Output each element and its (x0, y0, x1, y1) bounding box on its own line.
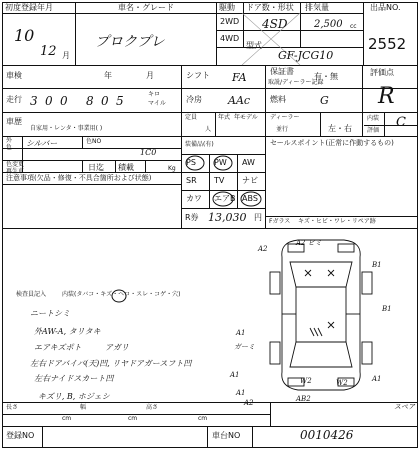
first-registration-year: 12 (40, 44, 57, 59)
cargo-label: 積載 (118, 163, 134, 172)
history-label: 車歴 (6, 117, 22, 126)
diagram-damage-label: A2 ビミ (296, 239, 322, 247)
diagram-damage-label: スペア (394, 403, 415, 411)
mileage-digit: 3 (30, 94, 38, 108)
shift-value: FA (232, 71, 247, 84)
displacement-value: 2,500 (314, 19, 343, 30)
interior-label: 内装 (367, 115, 380, 122)
diagram-damage-label: AB2 (296, 395, 311, 403)
color-no-value: 1C0 (140, 148, 157, 157)
shift-label: シフト (186, 71, 210, 80)
inspector-note-line: キズリ, B, ホジェシ (38, 392, 110, 401)
model-type-value: GF-JCG10 (278, 49, 334, 62)
width-label: 幅 (80, 404, 87, 411)
inspector-note-line: エアキズポト (34, 343, 82, 352)
air-conditioner-label: 冷房 (186, 95, 202, 104)
chassis-no-label: 車台NO (212, 431, 241, 440)
history-options: 自家用・レンタ・事業用( ) (30, 125, 103, 132)
warranty-label: 保証書 (270, 67, 294, 76)
equipment-option: TV (214, 176, 225, 185)
equipment-option: AW (242, 158, 255, 167)
front-glass-options: キズ・ヒビ・ワレ・リペア跡 (298, 218, 376, 225)
first-registration-label: 初度登録年月 (5, 3, 53, 12)
mileage-unit-mile: マイル (148, 100, 166, 107)
exhibit-number: 2552 (368, 35, 407, 53)
drive-2wd: 2WD (220, 17, 240, 26)
displacement-unit: cc (350, 23, 357, 30)
width-unit: cm (128, 415, 138, 422)
mileage-digit: 0 (101, 94, 109, 108)
sales-point-label: セールスポイント(正常に作動するもの) (270, 139, 394, 147)
warranty-sub-label: 取説/ディーラー記録 (268, 79, 324, 86)
inspector-interior-options: 内装(タバコ・キズ・ヘコ・スレ・コゲ・穴) (62, 291, 181, 298)
model-grade-label: 車名・グレード (118, 3, 174, 12)
color-no-label: 色NO (86, 138, 102, 145)
equipment-option: エアB (214, 194, 236, 203)
inspector-note-line: 外AW-A, タリタキ (34, 327, 101, 336)
interior-grade-value: C (396, 115, 406, 130)
diagram-damage-label: A1 (230, 371, 240, 379)
equipment-option: ナビ (242, 176, 258, 185)
drive-4wd: 4WD (220, 34, 240, 43)
inspection-year-label: 年 (104, 71, 112, 80)
registration-no-label: 登録NO (6, 431, 35, 440)
chassis-no-value: 0010426 (300, 428, 354, 442)
diagram-damage-label: W2 (300, 377, 312, 385)
car-inspection-label: 車検 (6, 71, 22, 80)
equipment-option: SR (186, 176, 197, 185)
front-glass-label: Fガラス (269, 218, 291, 225)
height-unit: cm (198, 415, 208, 422)
inspector-fix-note: アガリ (105, 343, 129, 352)
length-label: 長さ (6, 404, 19, 411)
rebuilt-label: 再生車 (6, 168, 25, 175)
fuel-value: G (320, 94, 329, 107)
notes-label: 注意事項(欠品・修復・不具合箇所および状態) (6, 174, 152, 182)
diagram-damage-label: ガーミ (234, 343, 255, 351)
grade-point-value: R (378, 84, 395, 109)
interior-sub-label: 評価 (367, 127, 380, 134)
mileage-digit: 0 (45, 94, 53, 108)
inspection-month-label: 月 (146, 71, 154, 80)
grade-point-label: 評価点 (370, 68, 394, 77)
date-until-label: 日迄 (88, 163, 104, 172)
model-year-options: 年モデル (234, 114, 258, 121)
model-type-label: 型式 (246, 41, 262, 50)
cargo-unit: Kg (168, 165, 176, 172)
capacity-unit: 人 (205, 126, 212, 133)
inspector-note-line: 左右ドアバイバ(天)凹, リヤドアガースフト凹 (30, 359, 192, 368)
diagram-damage-label: A1 (236, 389, 246, 397)
color-label: 外 (6, 137, 13, 144)
fuel-label: 燃料 (270, 95, 286, 104)
recycle-label: R券 (185, 213, 199, 222)
mileage-digit: 5 (116, 94, 124, 108)
exhibit-no-label: 出品NO. (370, 3, 401, 12)
outer-color-value: シルバー (26, 139, 58, 148)
diagram-damage-label: B1 (382, 305, 392, 313)
inspector-note-line: ニートシミ (30, 309, 70, 318)
capacity-label: 定員 (185, 114, 198, 121)
diagram-damage-label: W2 (336, 379, 348, 387)
mileage-label: 走行 (6, 95, 22, 104)
equipment-option: PS (186, 158, 196, 167)
dealer-label: ディーラー (270, 114, 300, 121)
equipment-label: 装備品(有) (185, 141, 214, 148)
diagram-damage-label: A2 (258, 245, 268, 253)
equipment-option: PW (214, 158, 227, 167)
length-unit: cm (62, 415, 72, 422)
door-shape-label: ドア数・形状 (246, 3, 294, 12)
inspector-label: 検査員記入 (16, 291, 47, 298)
diagram-damage-label: A1 (372, 375, 382, 383)
color-sub-label: 色 (6, 144, 13, 151)
mileage-unit-km: キロ (148, 91, 161, 98)
color-change-label: 色変更 (6, 161, 25, 168)
first-registration-month: 10 (14, 26, 35, 45)
diagram-damage-label: B1 (372, 261, 382, 269)
diagram-damage-label: A2 (244, 399, 254, 407)
first-registration-unit: 月 (62, 51, 70, 60)
height-label: 高さ (146, 404, 159, 411)
mileage-digit: 8 (86, 94, 94, 108)
air-conditioner-value: AAc (228, 94, 251, 107)
recycle-unit: 円 (254, 213, 262, 222)
model-grade-value: プロクプレ (95, 34, 165, 50)
inspector-note-line: 左右ナイドスカート凹 (34, 374, 114, 383)
warranty-options: 有・無 (314, 72, 338, 81)
displacement-label: 排気量 (305, 3, 329, 12)
handle-options: 左・右 (328, 124, 352, 133)
model-year-label: 年式 (218, 114, 231, 121)
equipment-option: ABS (242, 194, 258, 203)
drive-label: 駆動 (219, 3, 235, 12)
door-shape-value: 4SD (262, 17, 288, 31)
recycle-fee-value: 13,030 (208, 211, 247, 224)
dealer-sub-label: 並行 (276, 126, 289, 133)
mileage-digit: 0 (60, 94, 68, 108)
equipment-option: カワ (186, 194, 202, 203)
diagram-damage-label: A1 (236, 329, 246, 337)
